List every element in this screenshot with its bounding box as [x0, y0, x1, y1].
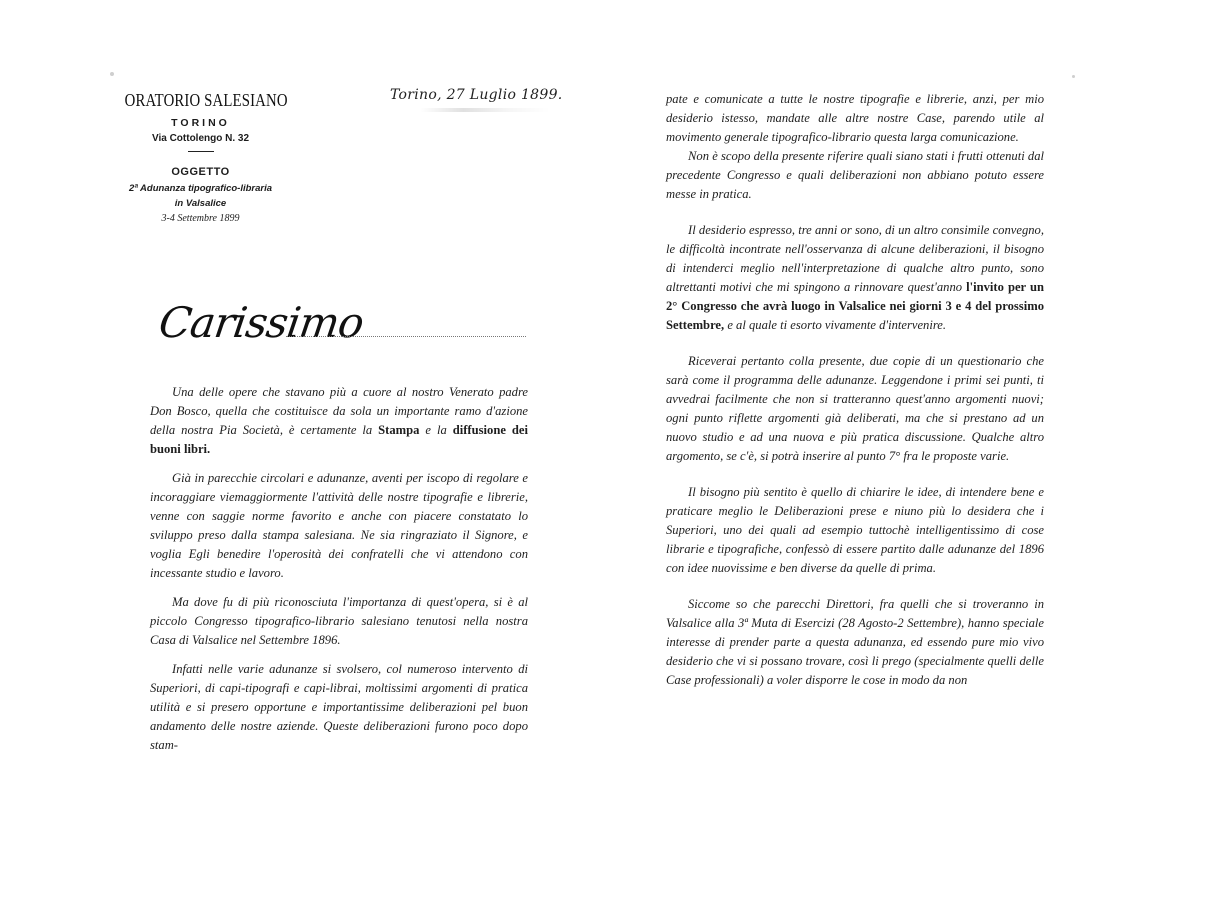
letterhead [108, 90, 293, 224]
emphasis-diffusione: diffusione dei buoni libri. [150, 423, 528, 456]
emphasis-invito: l'invito per un 2° Congresso che avrà luogo in Valsalice nei giorni 3 e 4 del prossimo Settembre, [666, 280, 1044, 332]
subject-line: 2ª Adunanza tipografico-libraria [128, 183, 273, 194]
paper-speck [110, 72, 114, 76]
paragraph: Il bisogno più sentito è quello di chiarire le idee, di intendere bene e praticare meglio le Deliberazioni prese e niuno più lo desidera che i Superiori, uno dei quali ad esempio tuttochè intelligentissimo di cose librarie e tipografiche, confessò di essere partito dalle adunanze del 1896 con idee nuovissime e ben diverse da quelle di prima. [666, 485, 1044, 575]
subject-label: OGGETTO [171, 166, 230, 178]
paragraph: pate e comunicate a tutte le nostre tipografie e librerie, anzi, per mio desiderio istesso, mandate alle altre nostre Case, parendo utile al movimento generale tipografico-librario questa larga comunicazione. [666, 92, 1044, 144]
emphasis-stampa: Stampa [378, 423, 420, 437]
organization-name: ORATORIO SALESIANO [124, 90, 288, 110]
paragraph: Siccome so che parecchi Direttori, fra quelli che si troveranno in Valsalice alla 3ª Muta di Esercizi (28 Agosto-2 Settembre), hanno speciale interesse di prender parte a questa adunanza, ed essendo pure mio vivo desiderio che vi si possano trovare, così li prego (specialmente quelli delle Case professionali) a voler disporre le cose in modo da non [666, 597, 1044, 687]
organization-city: TORINO [171, 117, 230, 129]
paragraph: Ma dove fu di più riconosciuta l'importanza di quest'opera, si è al piccolo Congresso tipografico-librario salesiano tenutosi nella nostra Casa di Valsalice nel Settembre 1896. [150, 595, 528, 647]
paragraph: Non è scopo della presente riferire quali siano stati i frutti ottenuti dal precedente Congresso e quali deliberazioni non abbiano potuto essere messe in pratica. [666, 149, 1044, 201]
paragraph [666, 221, 1044, 335]
salutation-dotted-line [286, 336, 526, 337]
organization-address: Via Cottolengo N. 32 [151, 133, 250, 144]
salutation: Carissimo [156, 298, 367, 347]
paper-speck [1072, 75, 1075, 78]
paragraph-text: e al quale ti esorto vivamente d'intervenire. [724, 318, 947, 332]
right-column [666, 90, 1044, 690]
paragraph-text: e la [419, 423, 453, 437]
left-column [150, 383, 528, 755]
letter-dateline: Torino, 27 Luglio 1899. [390, 87, 563, 103]
paragraph: Già in parecchie circolari e adunanze, aventi per iscopo di regolare e incoraggiare viemaggiormente l'attività delle nostre tipografie e librerie, venne con saggie norme favorito e anche con piacere constatato lo sviluppo preso dalla stampa salesiana. Ne sia ringraziato il Signore, e voglia Egli benedire l'operosità dei confratelli che vi attendono con incessante studio e lavoro. [150, 471, 528, 580]
paragraph [150, 383, 528, 459]
ink-smudge [420, 108, 550, 112]
paragraph: Infatti nelle varie adunanze si svolsero, col numeroso intervento di Superiori, di capi-tipografi e capi-librai, moltissimi argomenti di pratica utilità e si presero opportune e importantissime deliberazioni pel buon andamento delle nostre aziende. Queste deliberazioni furono poco dopo stam- [150, 662, 528, 752]
paragraph: Riceverai pertanto colla presente, due copie di un questionario che sarà come il programma delle adunanze. Leggendone i primi sei punti, ti avvedrai facilmente che non si tratteranno quest'anno argomenti nuovi; ogni punto riflette argomenti già deliberati, ma che si prestano ad un nuovo studio e ad una nuova e più pratica discussione. Qualche altro argomento, se c'è, si potrà inserire al punto 7° fra le proposte varie. [666, 354, 1044, 463]
paragraph-text: Il desiderio espresso, tre anni or sono, di un altro consimile convegno, le difficoltà incontrate nell'osservanza di alcune deliberazioni, il bisogno di intenderci meglio nell'interpretazione di qualche altro punto, sono altrettanti motivi che mi spingono a rinnovare quest'anno [666, 223, 1044, 294]
subject-date: 3-4 Settembre 1899 [161, 213, 240, 224]
subject-location: in Valsalice [174, 198, 227, 209]
paragraph-text: Una delle opere che stavano più a cuore al nostro Venerato padre Don Bosco, quella che costituisce da sola un importante ramo d'azione della nostra Pia Società, è certamente la [150, 385, 528, 437]
letterhead-divider [188, 151, 214, 152]
